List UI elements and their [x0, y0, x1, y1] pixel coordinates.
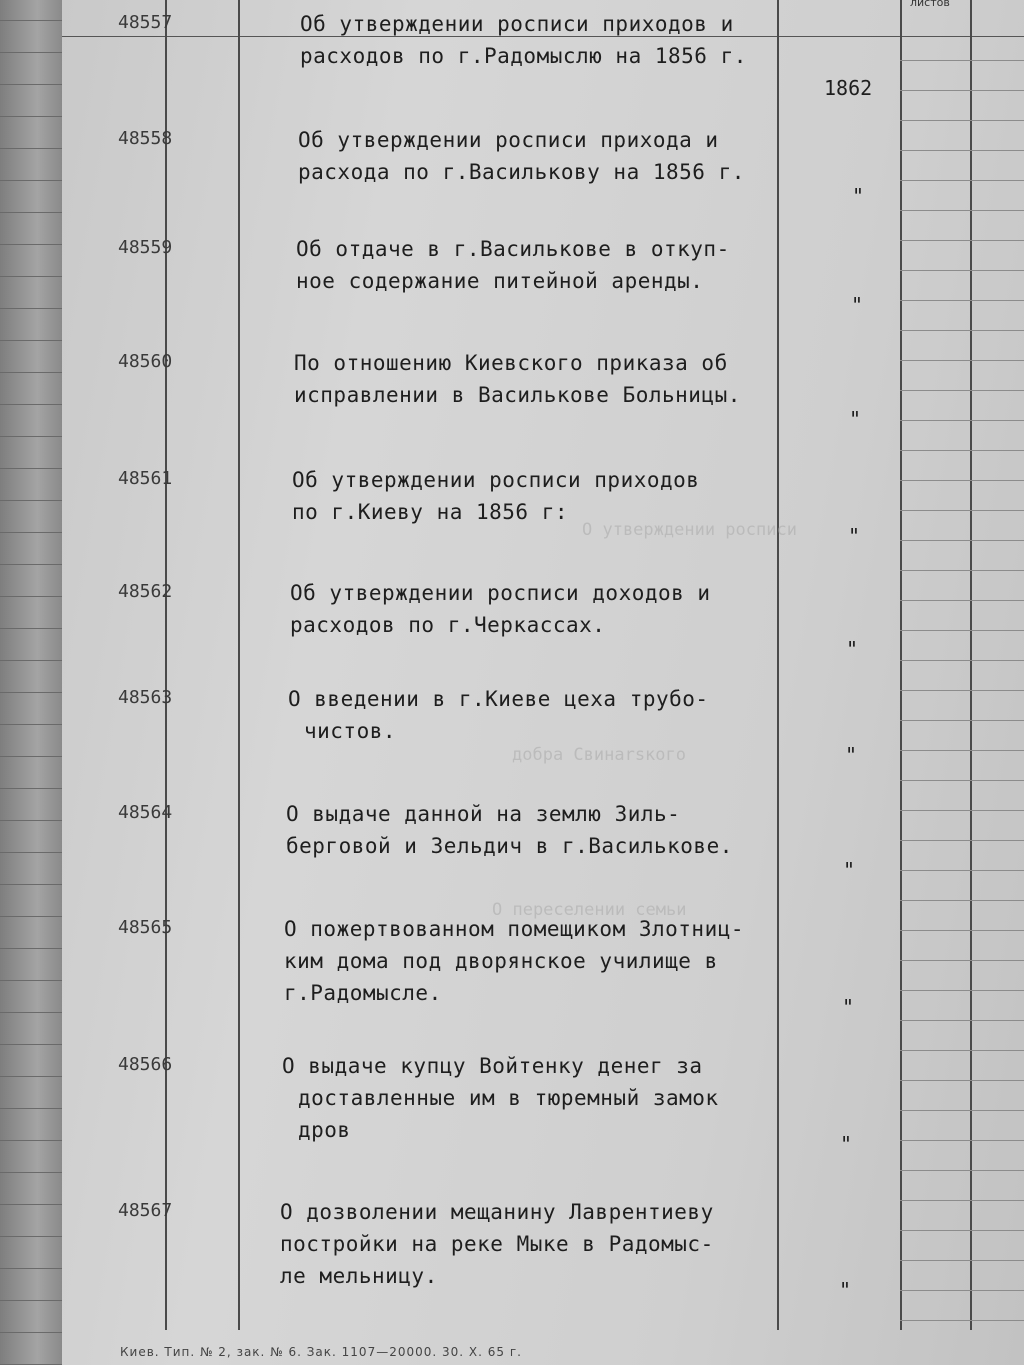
column-rule-sheets-right: [970, 0, 972, 1330]
entry-description-line: О дозволении мещанину Лаврентиеву: [280, 1200, 714, 1224]
entry-description-line: О пожертвованном помещиком Злотниц-: [284, 917, 745, 941]
show-through-text: О утверждении росписи: [582, 520, 797, 540]
entry-description-line: ким дома под дворянское училище в: [284, 949, 718, 973]
ruled-line: [900, 930, 1024, 931]
ruled-line: [900, 150, 1024, 151]
register-sheet: [62, 0, 1024, 1365]
ruled-line: [900, 360, 1024, 361]
ruled-line: [900, 720, 1024, 721]
ruled-line: [900, 1200, 1024, 1201]
ruled-line: [900, 510, 1024, 511]
facing-page-ruled-line: [0, 1140, 62, 1141]
entry-description-line: расходов по г.Радомыслю на 1856 г.: [300, 44, 747, 68]
ruled-line: [900, 240, 1024, 241]
facing-page-ruled-line: [0, 1236, 62, 1237]
facing-page-ruled-line: [0, 564, 62, 565]
entry-description-line: ное содержание питейной аренды.: [296, 269, 704, 293]
ruled-line: [900, 420, 1024, 421]
ruled-line: [900, 600, 1024, 601]
facing-page-ruled-line: [0, 980, 62, 981]
entry-description: [294, 347, 741, 411]
ruled-line: [900, 690, 1024, 691]
entry-description: [296, 233, 730, 297]
column-rule-date-right: [900, 0, 902, 1330]
column-header-sheets: листов: [910, 0, 950, 9]
entry-description-line: Об утверждении росписи приходов и: [300, 12, 734, 36]
ruled-line: [900, 480, 1024, 481]
printer-imprint: Киев. Тип. № 2, зак. № 6. Зак. 1107—20000. 30. Х. 65 г.: [120, 1345, 522, 1359]
entry-description-line: ле мельницу.: [280, 1264, 438, 1288]
entry-number: 48564: [118, 802, 173, 823]
column-rule-number-left: [165, 0, 167, 1330]
entry-description-line: г.Радомысле.: [284, 981, 442, 1005]
facing-page-ruled-line: [0, 468, 62, 469]
facing-page-ruled-line: [0, 1268, 62, 1269]
facing-page-ruled-line: [0, 628, 62, 629]
show-through-text: добра Свинаrsкого: [512, 745, 686, 765]
ruled-line: [900, 840, 1024, 841]
entry-number: 48563: [118, 687, 173, 708]
facing-page-ruled-line: [0, 1172, 62, 1173]
ruled-line: [900, 180, 1024, 181]
entry-description-line: Об утверждении росписи доходов и: [290, 581, 711, 605]
ruled-line: [900, 540, 1024, 541]
entry-description-line: исправлении в Василькове Больницы.: [294, 383, 741, 407]
entry-description-line: О выдаче данной на землю Зиль-: [286, 802, 681, 826]
facing-page-ruled-line: [0, 276, 62, 277]
entry-number: 48559: [118, 237, 173, 258]
facing-page-ruled-line: [0, 660, 62, 661]
entry-description-line: берговой и Зельдич в г.Василькове.: [286, 834, 733, 858]
ruled-line: [900, 1230, 1024, 1231]
facing-page-ruled-line: [0, 532, 62, 533]
ruled-line: [900, 120, 1024, 121]
ruled-line: [900, 750, 1024, 751]
facing-page-ruled-line: [0, 84, 62, 85]
ditto-mark: ": [849, 407, 862, 431]
ruled-line: [900, 660, 1024, 661]
entry-number: 48565: [118, 917, 173, 938]
ruled-line: [900, 960, 1024, 961]
entry-description-line: О введении в г.Киеве цеха трубо-: [288, 687, 709, 711]
ruled-line: [900, 1290, 1024, 1291]
entry-number: 48558: [118, 128, 173, 149]
facing-page-ruled-line: [0, 852, 62, 853]
column-rule-content-right: [777, 0, 779, 1330]
ditto-mark: ": [845, 743, 858, 767]
facing-page-ruled-line: [0, 1076, 62, 1077]
ruled-line: [900, 1050, 1024, 1051]
facing-page-ruled-line: [0, 1300, 62, 1301]
ruled-line: [900, 60, 1024, 61]
facing-page-edge: [0, 0, 62, 1365]
ruled-line: [900, 780, 1024, 781]
ruled-line: [900, 570, 1024, 571]
entry-description: [298, 124, 745, 188]
facing-page-ruled-line: [0, 212, 62, 213]
ruled-line: [900, 900, 1024, 901]
facing-page-ruled-line: [0, 116, 62, 117]
entry-description: [280, 1196, 714, 1292]
entry-number: 48567: [118, 1200, 173, 1221]
ruled-line: [900, 630, 1024, 631]
entry-description-line: расходов по г.Черкассах.: [290, 613, 606, 637]
entry-description-line: чистов.: [304, 719, 397, 743]
ruled-line: [900, 1260, 1024, 1261]
column-rule-number-right: [238, 0, 240, 1330]
facing-page-ruled-line: [0, 916, 62, 917]
entry-description-line: расхода по г.Василькову на 1856 г.: [298, 160, 745, 184]
facing-page-ruled-line: [0, 308, 62, 309]
ruled-line: [900, 870, 1024, 871]
ruled-line: [900, 450, 1024, 451]
ruled-line: [900, 90, 1024, 91]
facing-page-ruled-line: [0, 1332, 62, 1333]
ditto-mark: ": [842, 995, 855, 1019]
ruled-line: [900, 330, 1024, 331]
entry-description-line: постройки на реке Мыке в Радомыс-: [280, 1232, 714, 1256]
entry-description-line: доставленные им в тюремный замок: [298, 1086, 719, 1110]
entry-description: [282, 1050, 719, 1146]
entry-description-line: Об отдаче в г.Василькове в откуп-: [296, 237, 730, 261]
facing-page-ruled-line: [0, 340, 62, 341]
ditto-mark: ": [852, 184, 865, 208]
entry-description-line: Об утверждении росписи прихода и: [298, 128, 719, 152]
ruled-line: [900, 1170, 1024, 1171]
entry-number: 48562: [118, 581, 173, 602]
entry-date: 1862: [824, 76, 873, 100]
facing-page-ruled-line: [0, 372, 62, 373]
facing-page-ruled-line: [0, 756, 62, 757]
facing-page-ruled-line: [0, 788, 62, 789]
ditto-mark: ": [840, 1132, 853, 1156]
facing-page-ruled-line: [0, 884, 62, 885]
ditto-mark: ": [848, 524, 861, 548]
ruled-line: [900, 1110, 1024, 1111]
entry-description: [284, 913, 744, 1009]
facing-page-ruled-line: [0, 820, 62, 821]
facing-page-ruled-line: [0, 596, 62, 597]
facing-page-ruled-line: [0, 724, 62, 725]
ruled-line: [900, 270, 1024, 271]
ditto-mark: ": [843, 858, 856, 882]
entry-description-line: по г.Киеву на 1856 г:: [292, 500, 569, 524]
ruled-line: [900, 1080, 1024, 1081]
entry-description: [286, 798, 733, 862]
entry-description-line: Об утверждении росписи приходов: [292, 468, 700, 492]
entry-description-line: дров: [298, 1118, 351, 1142]
facing-page-ruled-line: [0, 436, 62, 437]
entry-description: [292, 464, 699, 528]
facing-page-ruled-line: [0, 948, 62, 949]
facing-page-ruled-line: [0, 1044, 62, 1045]
facing-page-ruled-line: [0, 148, 62, 149]
ditto-mark: ": [851, 293, 864, 317]
ruled-line: [900, 1020, 1024, 1021]
facing-page-ruled-line: [0, 20, 62, 21]
entry-number: 48561: [118, 468, 173, 489]
entry-number: 48557: [118, 12, 173, 33]
ruled-line: [900, 300, 1024, 301]
ruled-line: [900, 1140, 1024, 1141]
show-through-text: О переселении семьи: [492, 900, 687, 920]
facing-page-ruled-line: [0, 244, 62, 245]
facing-page-ruled-line: [0, 1012, 62, 1013]
entry-description-line: По отношению Киевского приказа об: [294, 351, 728, 375]
ruled-line: [900, 210, 1024, 211]
facing-page-ruled-line: [0, 500, 62, 501]
facing-page-ruled-line: [0, 52, 62, 53]
ruled-line: [900, 390, 1024, 391]
ditto-mark: ": [846, 637, 859, 661]
facing-page-ruled-line: [0, 1108, 62, 1109]
facing-page-ruled-line: [0, 180, 62, 181]
entry-description: [288, 683, 709, 747]
entry-description: [300, 8, 747, 72]
entry-number: 48566: [118, 1054, 173, 1075]
ruled-line: [900, 990, 1024, 991]
ruled-line: [900, 1320, 1024, 1321]
ditto-mark: ": [839, 1278, 852, 1302]
entry-description-line: О выдаче купцу Войтенку денег за: [282, 1054, 703, 1078]
facing-page-ruled-line: [0, 1204, 62, 1205]
facing-page-ruled-line: [0, 404, 62, 405]
ruled-line: [900, 810, 1024, 811]
facing-page-ruled-line: [0, 692, 62, 693]
entry-description: [290, 577, 711, 641]
entry-number: 48560: [118, 351, 173, 372]
